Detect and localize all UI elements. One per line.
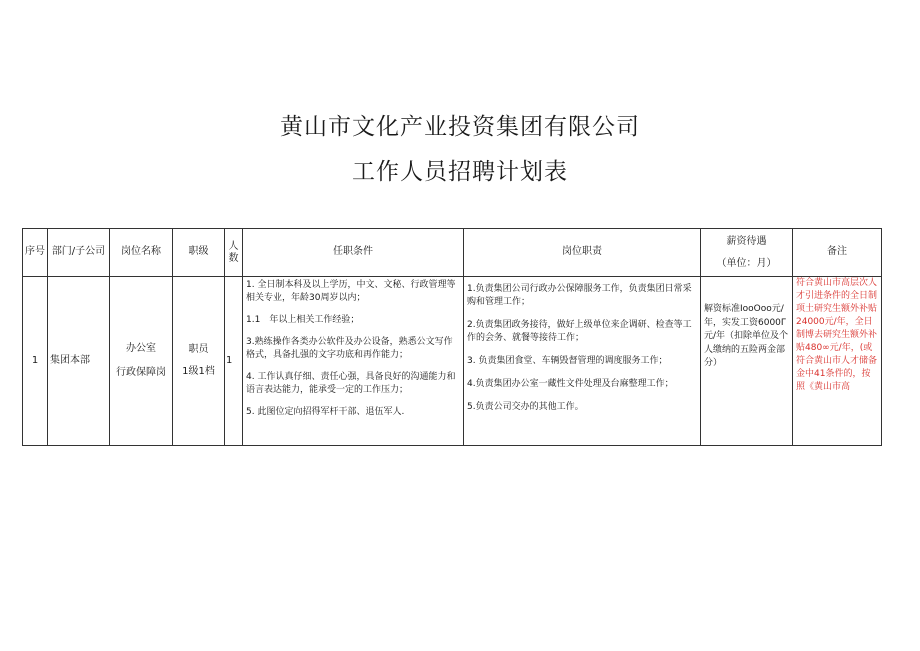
document-title: 黄山市文化产业投资集团有限公司 [280,114,640,140]
row-department: 集团本部 [48,277,110,446]
header-headcount-line2: 数 [228,252,239,264]
row-position-line2: 行政保障岗 [116,367,166,378]
header-requirements: 任职条件 [243,229,464,277]
recruitment-plan-table [22,228,882,446]
duty-item: 1.负责集团公司行政办公保障服务工作，负责集团日常采购和管理工作； [467,284,692,308]
row-headcount: 1 [225,277,243,446]
row-position [110,277,173,446]
requirement-item: 5. 此图位定向招得军杆干部、退伍军人. [246,407,405,418]
row-requirements [243,277,464,446]
duty-item: 5.负责公司交办的其他工作。 [467,402,584,413]
header-salary [701,229,793,277]
header-department: 部门/子公司 [48,229,110,277]
header-headcount-line1: 人 [228,240,239,252]
header-position: 岗位名称 [110,229,173,277]
requirement-item: 4. 工作认真仔细、责任心强，具备良好的沟通能力和语言表达能力，能承受一定的工作压力； [246,372,456,396]
header-salary-line1: 薪资待遇 [726,235,767,247]
requirement-item: 1.1 年以上相关工作经验； [246,315,360,326]
row-duties [464,277,701,446]
header-notes: 备注 [793,229,882,277]
header-duties: 岗位职责 [464,229,701,277]
header-index: 序号 [23,229,48,277]
table-header-row [23,229,882,277]
requirement-item: 1. 全日制本科及以上学历，中文、文秘、行政管理等相关专业，年龄30周岁以内； [246,280,456,304]
row-grade-line1: 职员 [188,343,209,355]
row-index: 1 [23,277,48,446]
duty-item: 2.负责集团政务接待，做好上级单位来企调研、检查等工作的会务、就餐等接待工作； [467,320,692,344]
header-salary-line2: （单位：月） [716,257,777,269]
row-salary-text: 解资标准IooOoo元/年，实发工资6000Γ元/年（扣除单位及个人缴纳的五险两金部分） [704,304,789,368]
row-position-line1: 办公室 [126,342,156,354]
duty-item: 4.负责集团办公室一藏性文件处理及台麻整理工作； [467,379,674,390]
row-grade [173,277,225,446]
document-subtitle: 工作人员招聘计划表 [352,159,568,185]
row-salary [701,277,793,446]
row-grade-line2: 1级1档 [182,366,215,377]
header-headcount [225,229,243,277]
requirement-item: 3.熟练操作各类办公软件及办公设备，熟悉公文写作格式，具备扎强的文字功底和再作能力； [246,337,453,361]
table-row [23,277,882,446]
row-notes: 符合黄山市高层次人才引进条件的全日制项土研究生额外补贴24000元/年，全日制博去研究生额外补贴480∞元/年，(或符合黄山市人才储备金中41条件的，按照《黄山市高 [793,277,882,446]
header-grade: 职级 [173,229,225,277]
duty-item: 3. 负责集团食堂、车辆毁督管理的调度服务工作； [467,356,668,367]
